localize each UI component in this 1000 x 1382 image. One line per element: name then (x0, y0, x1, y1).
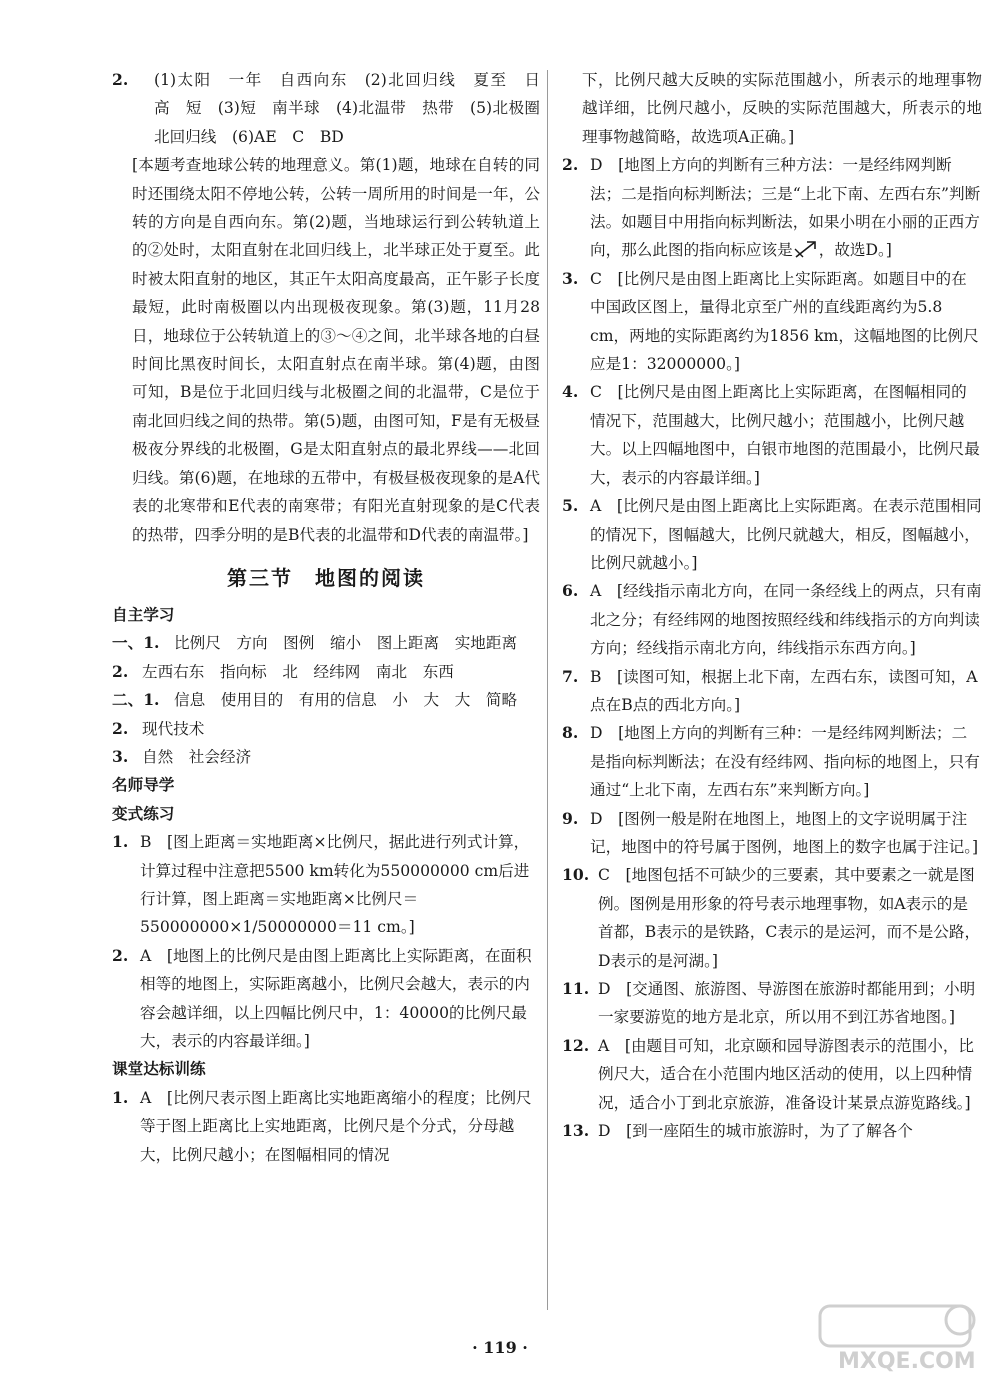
item-answer: A [比例尺是由图上距离比上实际距离。在表示范围相同的情况下，图幅越大，比例尺就越大，相反，图幅越小，比例尺就越小。] (590, 497, 982, 572)
answer-item (562, 265, 982, 379)
item-number: 二、1. (112, 690, 160, 710)
item-answer: B [图上距离＝实地距离×比例尺，据此进行列式计算，计算过程中注意把5500 km转化为550000000 cm后进行计算，图上距离＝实地距离×比例尺＝550000000×1/50000000＝11 cm。] (140, 833, 530, 937)
answer-item (112, 942, 540, 1056)
item-answer: 现代技术 (142, 719, 205, 738)
item-number: 6. (562, 581, 579, 601)
item-number: 3. (562, 268, 579, 288)
item-answer: D [交通图、旅游图、导游图在旅游时都能用到；小明一家要游览的地方是北京，所以用不到江苏省地图。] (598, 980, 976, 1027)
answer-item (562, 151, 982, 265)
section-title: 第三节 地图的阅读 (227, 565, 425, 590)
item-number: 2. (562, 155, 579, 175)
watermark-logo (810, 1300, 990, 1380)
answer-item (562, 378, 982, 492)
item-answer: A [地图上的比例尺是由图上距离比上实际距离，在面积相等的地图上，实际距离越小，比例尺会越大，表示的内容会越详细，以上四幅比例尺中，1：40000的比例尺最大，表示的内容最详细。] (140, 946, 532, 1050)
item-number: 11. (562, 979, 590, 998)
answer-item (562, 1032, 982, 1117)
item-number: 2. (112, 945, 129, 965)
subheading-self-study: 自主学习 (112, 605, 175, 624)
item-number: 2. (112, 661, 129, 681)
item-answer: 比例尺 方向 图例 缩小 图上距离 实地距离 (174, 634, 518, 653)
item-answer: 左西右东 指向标 北 经纬网 南北 东西 (142, 662, 454, 681)
north-arrow-icon (793, 239, 819, 259)
item-answer: C [比例尺是由图上距离比上实际距离。如题目中的在中国政区图上，量得北京至广州的直线距离约为5.8 cm，两地的实际距离约为1856 km，这幅地图的比例尺应是1：32000000。] (590, 269, 979, 374)
item-number: 2. (112, 70, 129, 89)
left-column (112, 66, 556, 1169)
item-answer: B [读图可知，根据上北下南，左西右东，读图可知，A点在B点的西北方向。] (590, 667, 978, 714)
answer-item (112, 66, 556, 151)
item-number: 10. (562, 865, 590, 885)
answer-item (112, 1084, 540, 1169)
item-answer-part: ，故选D。] (818, 241, 892, 260)
item-answer: D [到一座陌生的城市旅游时，为了了解各个 (598, 1122, 913, 1141)
item-answer: A [比例尺表示图上距离比实地距离缩小的程度；比例尺等于图上距离比上实地距离，比例尺是个分式，分母越大，比例尺越小；在图幅相同的情况 (140, 1088, 532, 1164)
answer-item (562, 1117, 982, 1145)
subheading-variant: 变式练习 (112, 804, 175, 823)
page-number: · 119 · (472, 1338, 528, 1357)
item-answer: D [地图上方向的判断有三种：一是经纬网判断法；二是指向标判断法；在没有经纬网、指向标的地图上，只有通过“上北下南，左西右东”来判断方向。] (590, 724, 980, 800)
item-answer (590, 151, 982, 265)
item-number: 9. (562, 808, 579, 828)
answer-item (562, 805, 982, 862)
item-answer: 自然 社会经济 (142, 747, 252, 766)
answer-item (562, 577, 982, 662)
subheading-guide: 名师导学 (112, 776, 175, 795)
watermark-text: MXQE.COM (838, 1349, 976, 1374)
answer-item (562, 719, 982, 804)
item-answer-part: D [地图上方向的判断有三种方法：一是经纬网判断法；二是指向标判断法；三是“上北下南、左西右东”判断法。如题目中用指向标判断法，如果小明在小丽的正西方向，那么此图的指向标应该是 (590, 156, 981, 260)
answer-item (112, 715, 540, 743)
item-answer: A [经线指示南北方向，在同一条经线上的两点，只有南北之分；有经纬网的地图按照经线和纬线指示的方向判读方向；经线指示南北方向，纬线指示东西方向。] (590, 582, 982, 658)
item-answer: 信息 使用目的 有用的信息 小 大 大 简略 (174, 691, 518, 710)
answer-item (112, 743, 540, 771)
item-number: 8. (562, 723, 579, 743)
item-answer: A [由题目可知，北京颐和园导游图表示的范围小，比例尺大，适合在小范围内地区活动的使用，以上四种情况，适合小丁到北京旅游，准备设计某景点游览路线。] (598, 1036, 975, 1112)
item-answer: C [比例尺是由图上距离比上实际距离，在图幅相同的情况下，范围越大，比例尺越小；范围越小，比例尺越大。以上四幅地图中，白银市地图的范围最小，比例尺最大，表示的内容最详细。] (590, 383, 980, 487)
answer-item (562, 663, 982, 720)
explanation: [本题考查地球公转的地理意义。第(1)题，地球在自转的同时还围绕太阳不停地公转，公转一周所用的时间是一年，公转的方向是自西向东。第(2)题，当地球运行到公转轨道上的②处时，太阳直射在北回归线上，北半球正处于夏至。此时被太阳直射的地区，其正午太阳高度最高，正午影子长度最短，此时南极圈以内出现极夜现象。第(3)题，11月28日，地球位于公转轨道上的③～④之间，北半球各地的白昼时间比黑夜时间长，太阳直射点在南半球。第(4)题，由图可知，B是位于北回归线与北极圈之间的北温带，C是位于南北回归线之间的热带。第(5)题，由图可知，F是有无极昼极夜分界线的北极圈，G是太阳直射点的最北界线——北回归线。第(6)题，在地球的五带中，有极昼极夜现象的是A代表的北寒带和E代表的南寒带；有阳光直射现象的是C代表的热带，四季分明的是B代表的北温带和D代表的南温带。] (132, 156, 540, 544)
item-answer: C [地图包括不可缺少的三要素，其中要素之一就是图例。图例是用形象的符号表示地理事物，如A表示的是首都，B表示的是铁路，C表示的是运河，而不是公路，D表示的是河湖。] (598, 866, 981, 970)
item-number: 一、1. (112, 633, 160, 653)
item-number: 2. (112, 718, 129, 738)
column-divider (547, 70, 548, 1310)
answer-item (112, 828, 540, 942)
item-number: 4. (562, 382, 579, 402)
answer-item (562, 861, 982, 975)
item-number: 1. (112, 1087, 129, 1107)
answer-item (562, 975, 982, 1032)
answer-item (112, 629, 540, 657)
right-column (562, 66, 982, 1145)
answer-item (112, 686, 540, 714)
item-number: 5. (562, 496, 579, 516)
item-number: 12. (562, 1035, 590, 1055)
item-number: 3. (112, 746, 129, 766)
item-number: 7. (562, 666, 579, 686)
explanation-continued: 下，比例尺越大反映的实际范围越小，所表示的地理事物越详细，比例尺越小，反映的实际范围越大，所表示的地理事物越简略，故选项A正确。] (582, 71, 982, 146)
item-answer: (1)太阳 一年 自西向东 (2)北回归线 夏至 日 高 短 (3)短 南半球 (4)北温带 热带 (5)北极圈 北回归线 (6)AE C BD (154, 71, 556, 146)
answer-item (562, 492, 982, 577)
answer-item (112, 658, 540, 686)
item-number: 1. (112, 832, 129, 852)
item-number: 13. (562, 1121, 590, 1141)
item-answer: D [图例一般是附在地图上，地图上的文字说明属于注记，地图中的符号属于图例，地图上的数字也属于注记。] (590, 809, 979, 856)
subheading-class-training: 课堂达标训练 (112, 1060, 206, 1079)
